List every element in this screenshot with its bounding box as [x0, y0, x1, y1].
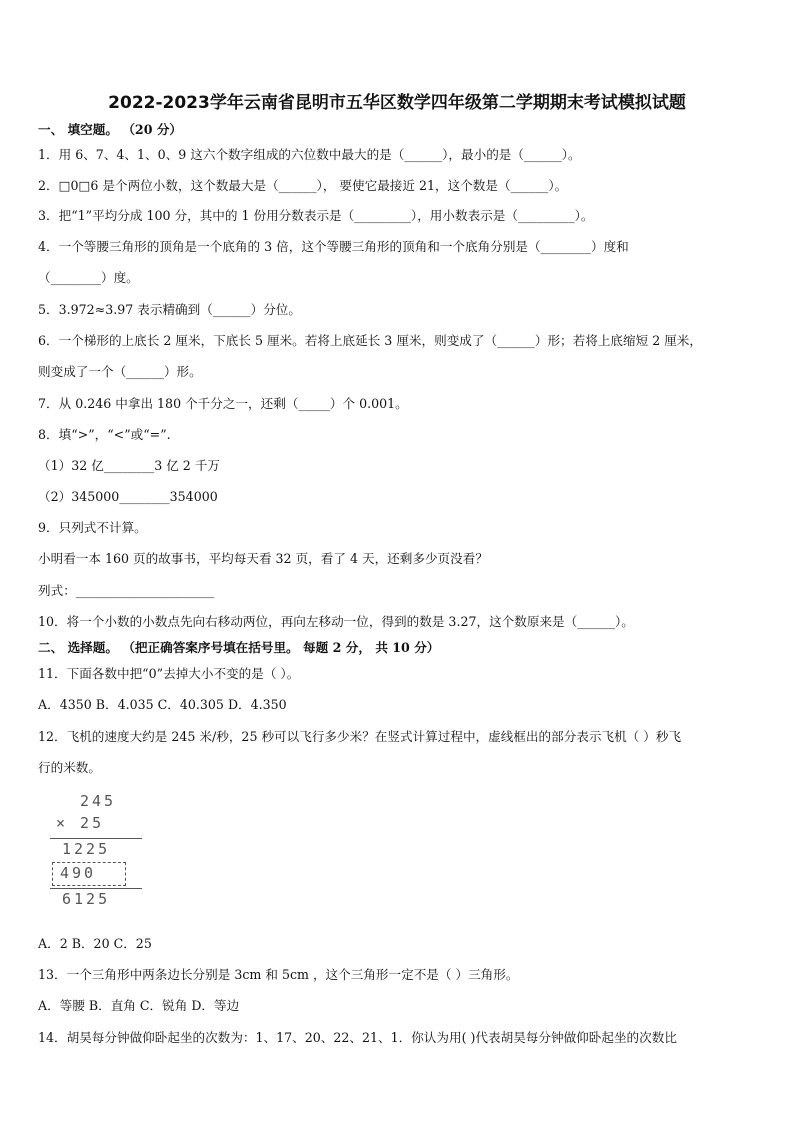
calc-partial-2: 490: [60, 864, 97, 882]
calc-rule: [50, 838, 142, 839]
calc-rule: [50, 888, 142, 889]
calc-result: 6125: [62, 890, 111, 908]
question-line: 7．从 0.246 中拿出 180 个千分之一，还剩（_____）个 0.001。: [38, 396, 408, 411]
section-heading: 二、 选择题。 （把正确答案序号填在括号里。 每题 2 分， 共 10 分）: [38, 640, 440, 655]
question-line: （2）345000________354000: [38, 489, 218, 504]
question-line: 10．将一个小数的小数点先向右移动两位，再向左移动一位，得到的数是 3.27，这个数原来是（______）。: [38, 614, 634, 629]
question-line: 12．飞机的速度大约是 245 米/秒，25 秒可以飞行多少米？在竖式计算过程中，虚线框出的部分表示飞机（ ）秒飞: [38, 729, 682, 744]
question-line: 11．下面各数中把“0”去掉大小不变的是（ ）。: [38, 666, 300, 681]
question-line: （________）度。: [38, 270, 139, 285]
question-line: 小明看一本 160 页的故事书，平均每天看 32 页，看了 4 天，还剩多少页没看？: [38, 551, 488, 566]
question-line: 5．3.972≈3.97 表示精确到（______）分位。: [38, 302, 301, 317]
question-line: 2．□0□6 是个两位小数，这个数最大是（______）， 要使它最接近 21，这个数是（______）。: [38, 178, 568, 193]
section-heading: 一、 填空题。 （20 分）: [38, 122, 183, 137]
question-line: 6．一个梯形的上底长 2 厘米，下底长 5 厘米。若将上底延长 3 厘米，则变成了（______）形；若将上底缩短 2 厘米，: [38, 333, 702, 348]
question-line: 1．用 6、7、4、1、0、9 这六个数字组成的六位数中最大的是（______），最小的是（______）。: [38, 147, 581, 162]
question-line: 4．一个等腰三角形的顶角是一个底角的 3 倍，这个等腰三角形的顶角和一个底角分别是（________）度和: [38, 239, 629, 254]
calc-partial-1: 1225: [62, 840, 111, 858]
question-line: 列式：______________________: [38, 583, 215, 598]
page-title: 2022-2023学年云南省昆明市五华区数学四年级第二学期期末考试模拟试题: [108, 93, 686, 113]
vertical-multiplication: [44, 792, 154, 912]
question-line: 9．只列式不计算。: [38, 520, 147, 535]
calc-multiplier: × 25: [56, 814, 105, 832]
question-line: 8．填“>”，“<”或“=”.: [38, 427, 171, 442]
calc-multiplicand: 245: [80, 792, 117, 810]
question-line: 则变成了一个（______）形。: [38, 364, 202, 379]
question-line: （1）32 亿________3 亿 2 千万: [38, 458, 221, 473]
choice-line: A．等腰 B．直角 C．锐角 D．等边: [38, 998, 240, 1013]
question-line: 3．把“1”平均分成 100 分，其中的 1 份用分数表示是（_________），用小数表示是（_________）。: [38, 208, 594, 223]
choice-line: A．4350 B．4.035 C．40.305 D．4.350: [38, 697, 287, 712]
question-line: 行的米数。: [38, 760, 101, 775]
question-line: 14．胡昊每分钟做仰卧起坐的次数为：1、17、20、22、21、1．你认为用( )代表胡昊每分钟做仰卧起坐的次数比: [38, 1030, 677, 1045]
question-line: 13．一个三角形中两条边长分别是 3cm 和 5cm ，这个三角形一定不是（ ）三角形。: [38, 967, 519, 982]
choice-line: A．2 B．20 C．25: [38, 936, 152, 951]
